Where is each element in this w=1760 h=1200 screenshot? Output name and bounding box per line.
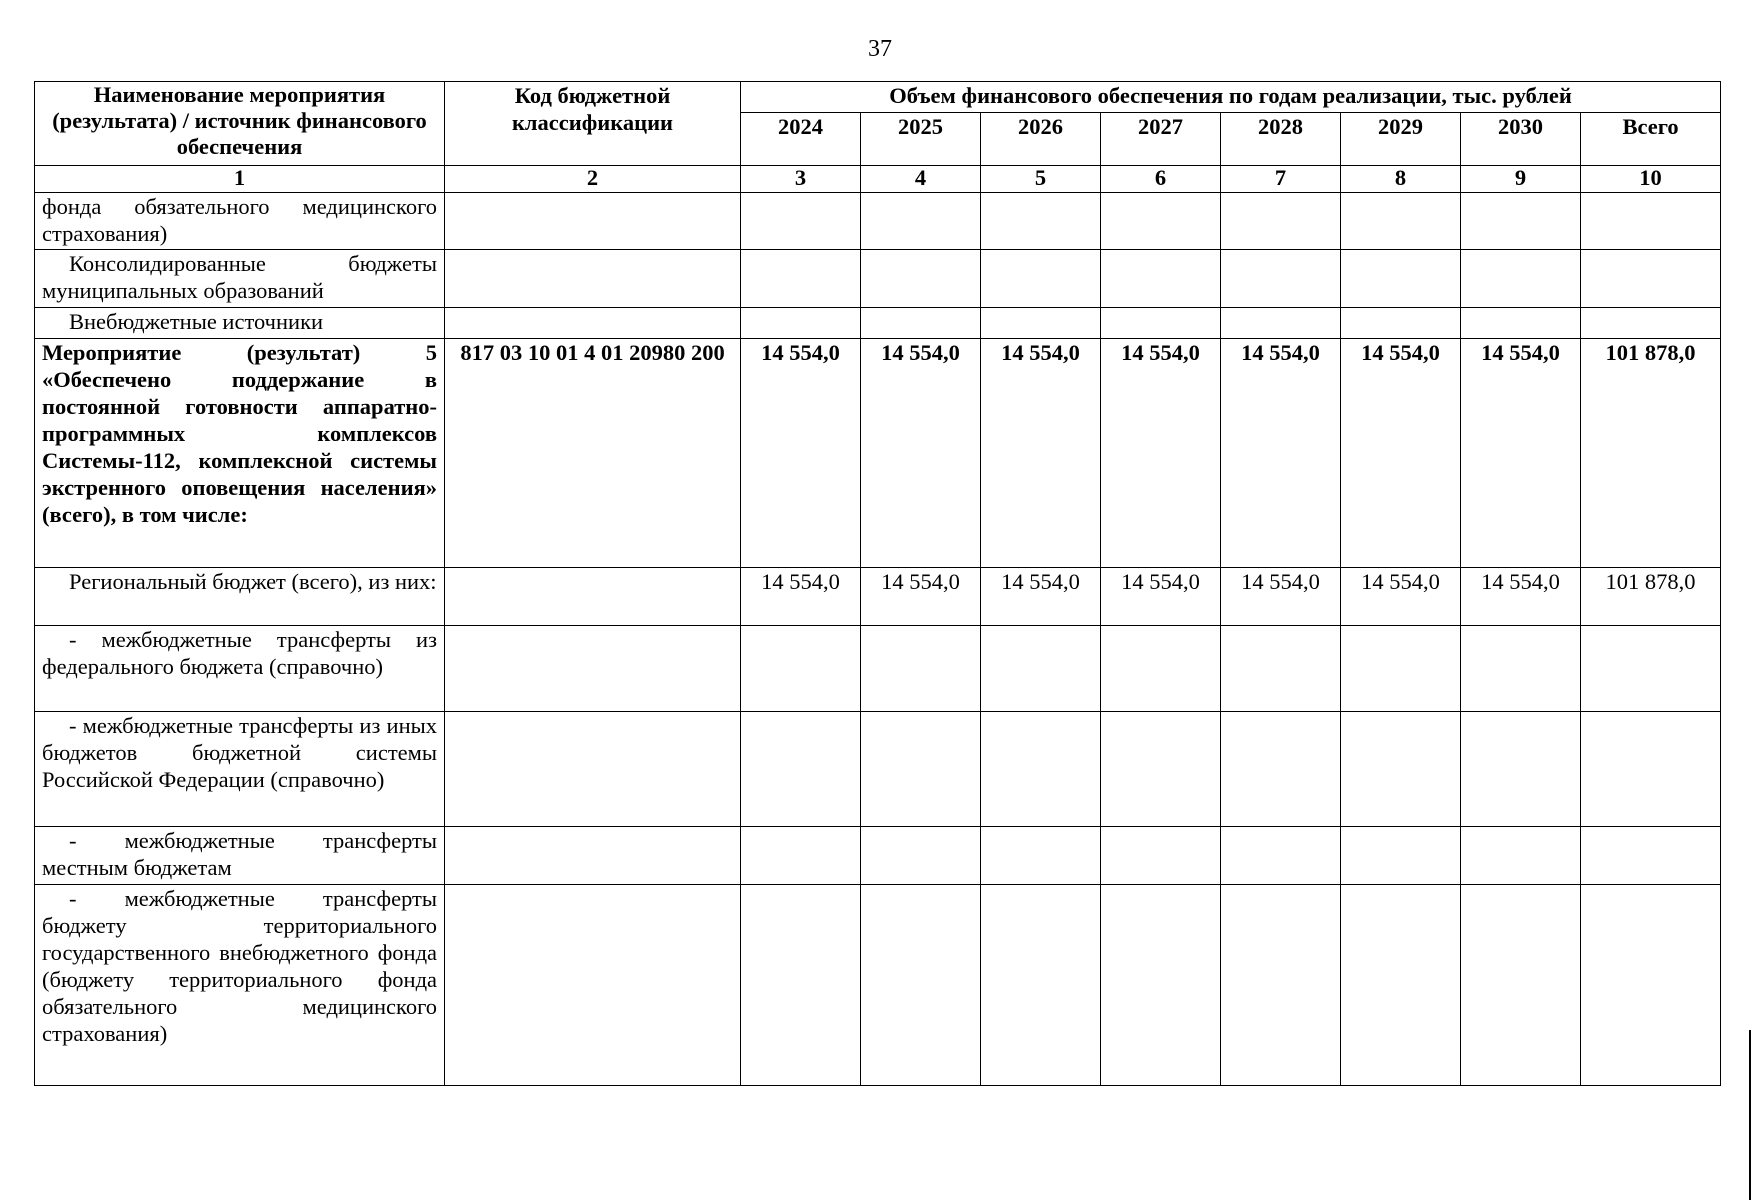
table-row xyxy=(35,827,1721,885)
header-year: 2027 xyxy=(1101,113,1221,166)
header-year: 2028 xyxy=(1221,113,1341,166)
row-total xyxy=(1581,712,1721,827)
row-name: Внебюджетные источники xyxy=(35,308,445,339)
column-number: 9 xyxy=(1461,166,1581,193)
row-value xyxy=(1341,626,1461,712)
row-value xyxy=(741,712,861,827)
row-value xyxy=(1101,193,1221,250)
row-value xyxy=(1101,626,1221,712)
row-value xyxy=(1461,712,1581,827)
header-year: 2024 xyxy=(741,113,861,166)
row-value xyxy=(1101,712,1221,827)
column-numbers-row xyxy=(35,166,1721,193)
row-value: 14 554,0 xyxy=(1221,568,1341,626)
row-value xyxy=(741,193,861,250)
row-value xyxy=(1341,827,1461,885)
row-name: Региональный бюджет (всего), из них: xyxy=(35,568,445,626)
row-value xyxy=(1101,250,1221,308)
column-number: 10 xyxy=(1581,166,1721,193)
table-row xyxy=(35,626,1721,712)
row-value xyxy=(741,250,861,308)
header-total: Всего xyxy=(1581,113,1721,166)
table-row xyxy=(35,885,1721,1086)
row-value xyxy=(1461,308,1581,339)
row-value xyxy=(1221,250,1341,308)
header-name: Наименование мероприятия (результата) / источник финансового обеспечения xyxy=(35,82,445,166)
row-value xyxy=(981,250,1101,308)
row-total xyxy=(1581,827,1721,885)
row-name: Мероприятие (результат) 5 «Обеспечено поддержание в постоянной готовности аппаратно-программных комплексов Системы-112, комплексной системы экстренного оповещения населения» (всего), в том числе: xyxy=(35,339,445,568)
row-value xyxy=(861,827,981,885)
table-row xyxy=(35,712,1721,827)
table-row xyxy=(35,308,1721,339)
row-value xyxy=(861,308,981,339)
column-number: 6 xyxy=(1101,166,1221,193)
row-name: фонда обязательного медицинского страхования) xyxy=(35,193,445,250)
row-value xyxy=(1101,827,1221,885)
row-value xyxy=(861,250,981,308)
row-code xyxy=(445,568,741,626)
row-value xyxy=(861,712,981,827)
row-name: Консолидированные бюджеты муниципальных образований xyxy=(35,250,445,308)
row-value: 14 554,0 xyxy=(861,339,981,568)
row-value xyxy=(981,626,1101,712)
row-value xyxy=(1101,885,1221,1086)
table-row xyxy=(35,250,1721,308)
row-value xyxy=(861,193,981,250)
row-value xyxy=(1341,885,1461,1086)
row-value: 14 554,0 xyxy=(1341,568,1461,626)
row-total: 101 878,0 xyxy=(1581,339,1721,568)
row-name: - межбюджетные трансферты из иных бюджетов бюджетной системы Российской Федерации (справочно) xyxy=(35,712,445,827)
header-year: 2030 xyxy=(1461,113,1581,166)
header-code: Код бюджетной классификации xyxy=(445,82,741,166)
scan-edge-line xyxy=(1749,1030,1751,1200)
row-value: 14 554,0 xyxy=(1461,339,1581,568)
table-header xyxy=(35,82,1721,193)
row-total xyxy=(1581,626,1721,712)
column-number: 8 xyxy=(1341,166,1461,193)
row-total: 101 878,0 xyxy=(1581,568,1721,626)
row-value: 14 554,0 xyxy=(981,339,1101,568)
row-value xyxy=(981,827,1101,885)
row-code xyxy=(445,193,741,250)
row-code xyxy=(445,250,741,308)
row-total xyxy=(1581,193,1721,250)
column-number: 1 xyxy=(35,166,445,193)
table-row xyxy=(35,568,1721,626)
row-value xyxy=(741,308,861,339)
row-value xyxy=(981,885,1101,1086)
row-value: 14 554,0 xyxy=(741,568,861,626)
row-value xyxy=(1341,250,1461,308)
row-value xyxy=(981,193,1101,250)
row-total xyxy=(1581,250,1721,308)
row-value xyxy=(861,885,981,1086)
table-row xyxy=(35,193,1721,250)
table-body xyxy=(35,193,1721,1086)
row-name: - межбюджетные трансферты местным бюджетам xyxy=(35,827,445,885)
row-value xyxy=(1221,626,1341,712)
row-code xyxy=(445,626,741,712)
row-value xyxy=(1221,712,1341,827)
row-value xyxy=(1461,193,1581,250)
row-value xyxy=(1221,308,1341,339)
row-value xyxy=(1101,308,1221,339)
header-volume: Объем финансового обеспечения по годам реализации, тыс. рублей xyxy=(741,82,1721,113)
row-value: 14 554,0 xyxy=(1221,339,1341,568)
row-value: 14 554,0 xyxy=(1461,568,1581,626)
row-value: 14 554,0 xyxy=(861,568,981,626)
row-value xyxy=(741,885,861,1086)
header-year: 2026 xyxy=(981,113,1101,166)
row-code xyxy=(445,712,741,827)
column-number: 5 xyxy=(981,166,1101,193)
financing-table xyxy=(34,81,1721,1086)
row-code xyxy=(445,308,741,339)
row-value: 14 554,0 xyxy=(1341,339,1461,568)
row-value xyxy=(1221,193,1341,250)
column-number: 4 xyxy=(861,166,981,193)
row-value xyxy=(1461,626,1581,712)
row-value xyxy=(1461,827,1581,885)
column-number: 2 xyxy=(445,166,741,193)
row-value xyxy=(1221,827,1341,885)
row-code: 817 03 10 01 4 01 20980 200 xyxy=(445,339,741,568)
row-value xyxy=(1461,250,1581,308)
header-year: 2029 xyxy=(1341,113,1461,166)
row-code xyxy=(445,827,741,885)
page-number: 37 xyxy=(868,36,892,62)
row-value: 14 554,0 xyxy=(981,568,1101,626)
row-name: - межбюджетные трансферты из федерального бюджета (справочно) xyxy=(35,626,445,712)
row-code xyxy=(445,885,741,1086)
row-value xyxy=(1341,712,1461,827)
row-name: - межбюджетные трансферты бюджету территориального государственного внебюджетного фонда (бюджету территориального фонда обязательного медицинского страхования) xyxy=(35,885,445,1086)
table-row-activity xyxy=(35,339,1721,568)
row-total xyxy=(1581,885,1721,1086)
column-number: 7 xyxy=(1221,166,1341,193)
row-value xyxy=(1221,885,1341,1086)
row-value xyxy=(1341,308,1461,339)
row-value xyxy=(1461,885,1581,1086)
row-value xyxy=(981,308,1101,339)
column-number: 3 xyxy=(741,166,861,193)
header-year: 2025 xyxy=(861,113,981,166)
row-value xyxy=(861,626,981,712)
row-total xyxy=(1581,308,1721,339)
row-value: 14 554,0 xyxy=(1101,339,1221,568)
row-value xyxy=(741,827,861,885)
row-value xyxy=(1341,193,1461,250)
row-value xyxy=(981,712,1101,827)
row-value xyxy=(741,626,861,712)
row-value: 14 554,0 xyxy=(741,339,861,568)
row-value: 14 554,0 xyxy=(1101,568,1221,626)
